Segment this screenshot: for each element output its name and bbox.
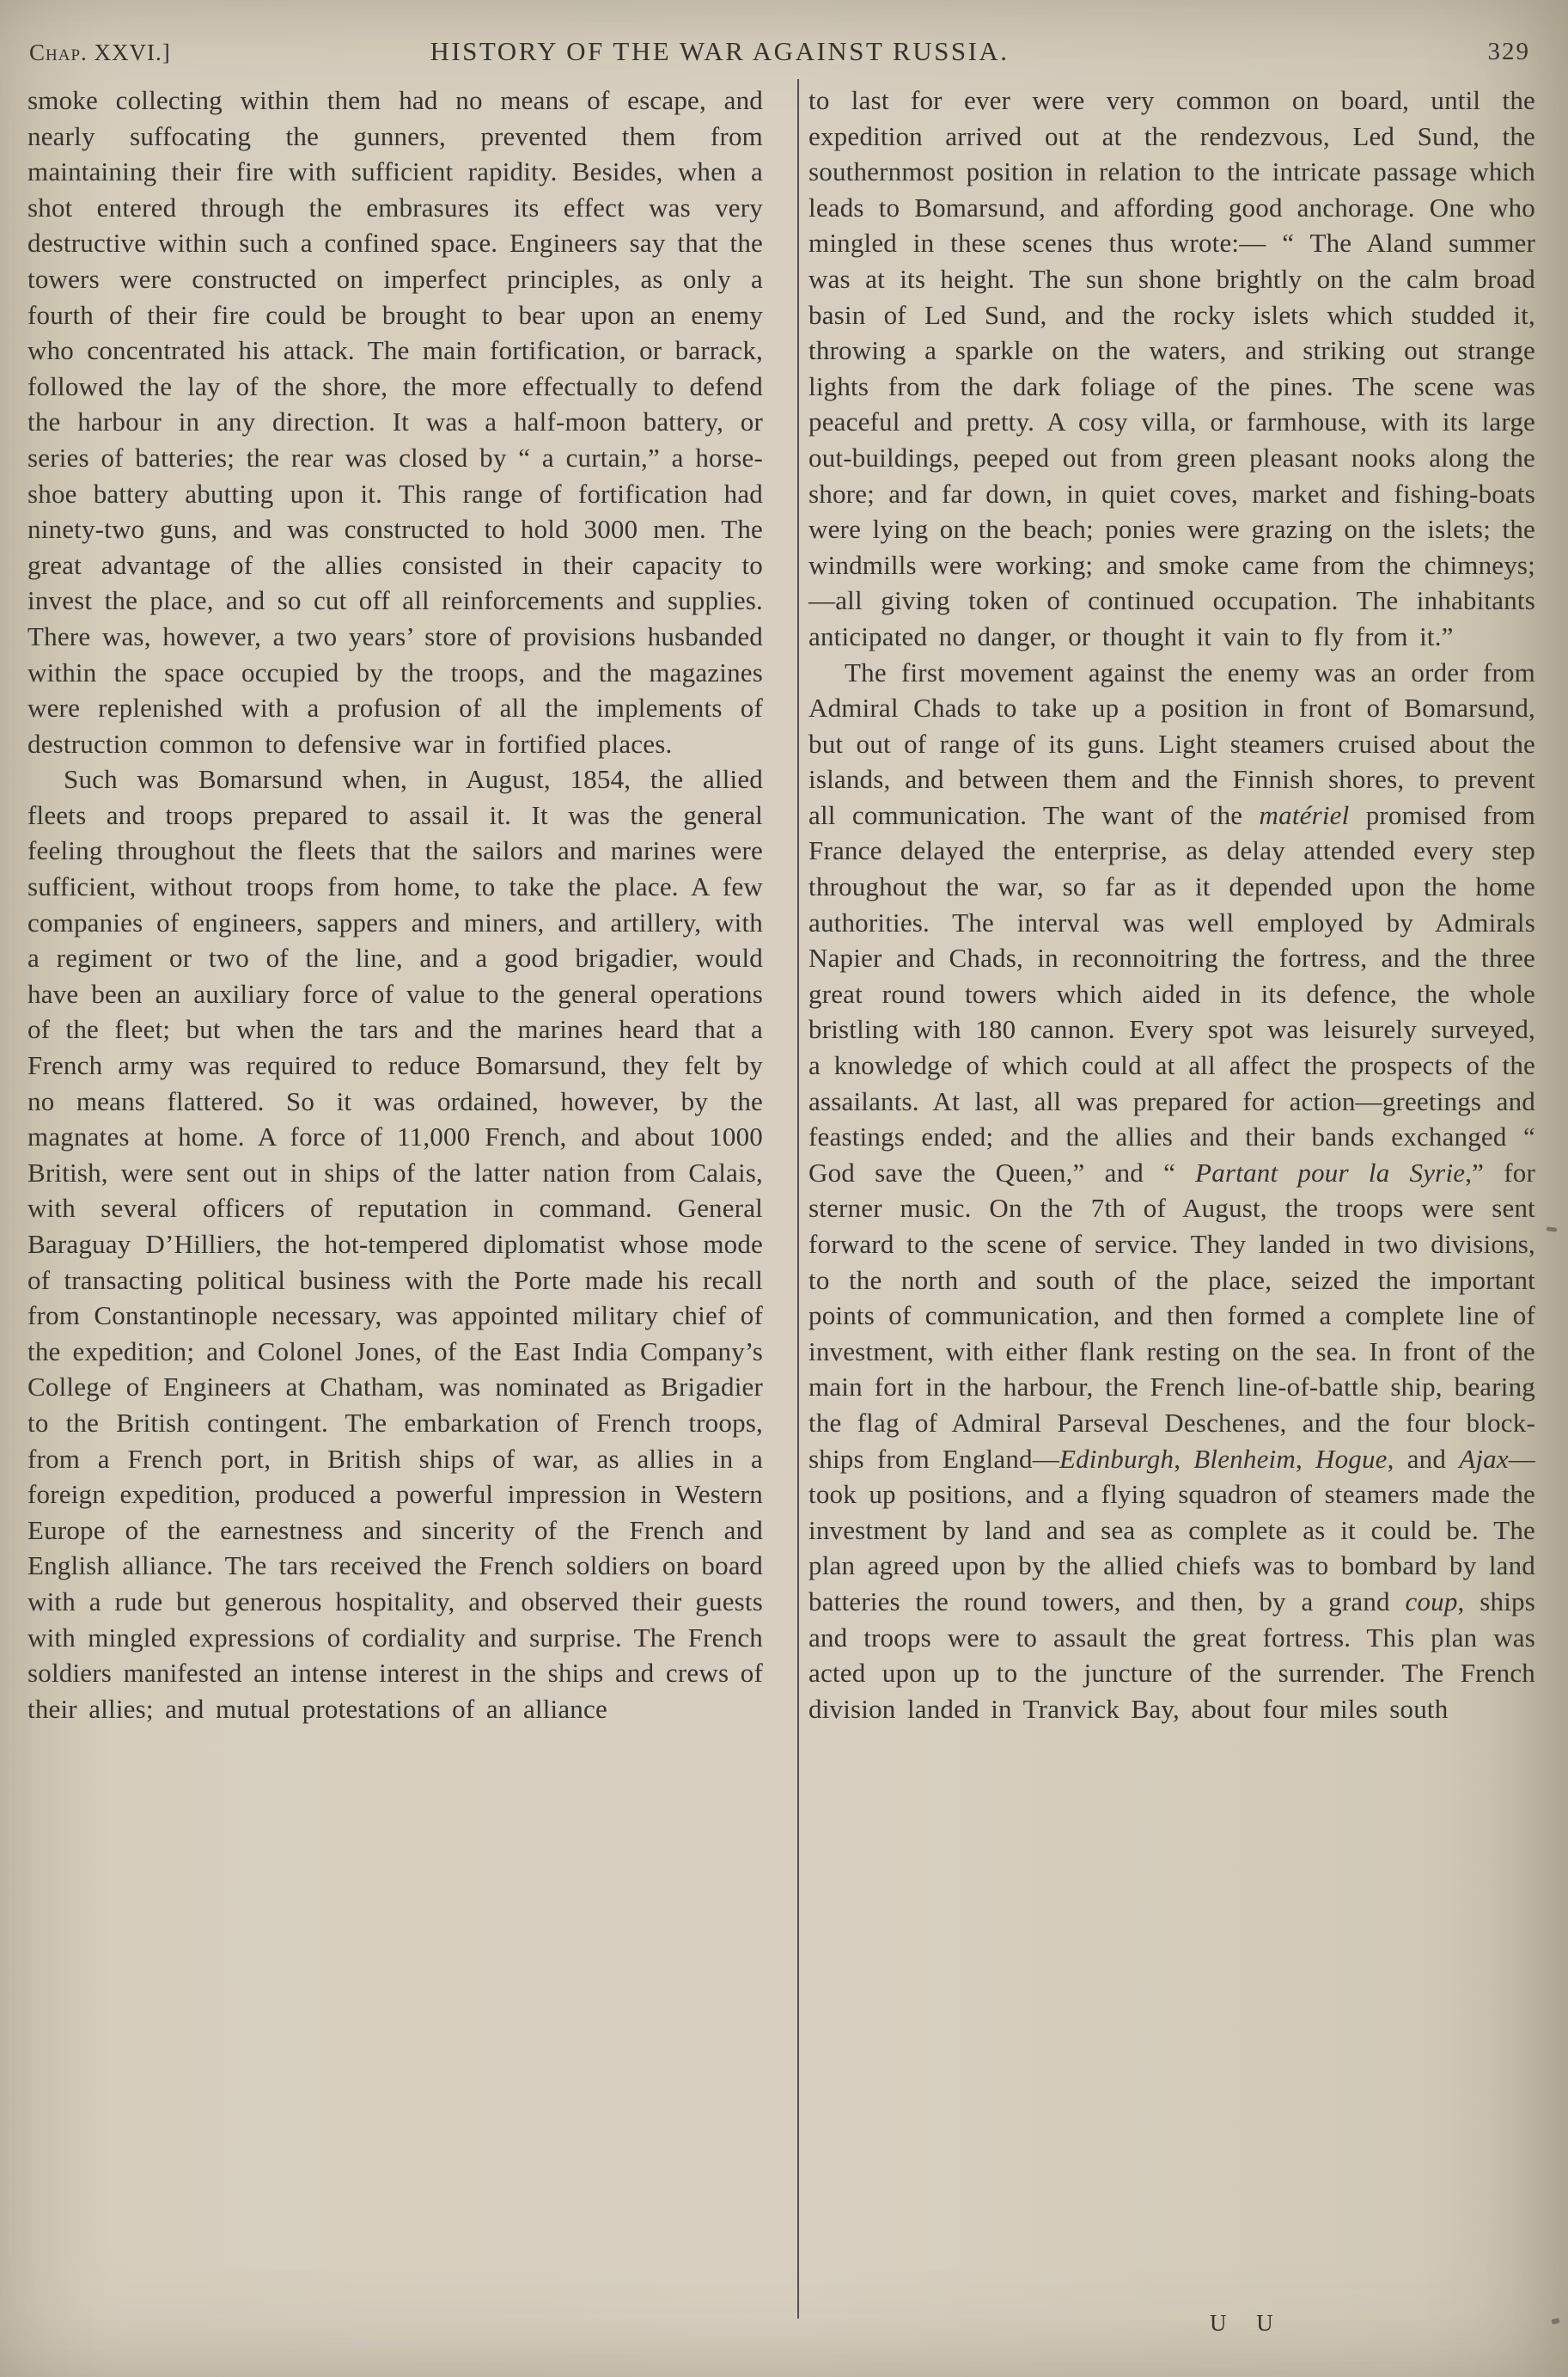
paragraph xyxy=(27,761,763,1726)
ink-blemish xyxy=(1551,2318,1559,2325)
ink-blemish xyxy=(1547,1226,1558,1232)
paragraph xyxy=(808,655,1535,1727)
body-text: The first movement against the enemy was an order from Admiral Chads to take up a position in front of Bomarsund, but out of range of its guns. Light steamers cruised about the islands, and between them and the Finnish shores, to prevent all communication. The want of the xyxy=(808,657,1535,830)
chapter-label: Chap. XXVI.] xyxy=(29,40,171,65)
body-text: , and xyxy=(1387,1443,1460,1474)
left-column xyxy=(27,82,763,1726)
text-block xyxy=(27,82,1535,2343)
italic-text: Hogue xyxy=(1315,1443,1388,1474)
italic-text: Blenheim xyxy=(1193,1443,1296,1474)
column-divider-rule xyxy=(797,79,799,2319)
italic-text: Edinburgh xyxy=(1059,1443,1174,1474)
italic-text: Ajax xyxy=(1459,1443,1509,1474)
right-column xyxy=(808,82,1535,1726)
italic-text: matériel xyxy=(1259,799,1350,830)
italic-text: coup xyxy=(1405,1586,1458,1616)
body-text: ,” for sterner music. On the 7th of August, the troops were sent forward to the scene of service. They landed in two divisions, to the north and south of the place, seized the important points of communication, and then formed a complete line of investment, with either flank resting on the sea. In front of the main fort in the harbour, the French line-of-battle ship, bearing the flag of Admiral Parseval Deschenes, and the four block-ships from England— xyxy=(808,1157,1535,1474)
body-text: smoke collecting within them had no means of escape, and nearly suffocating the gunners, prevented them from maintaining their fire with sufficient rapidity. Besides, when a shot entered through the embrasures its effect was very destructive within such a confined space. Engineers say that the towers were constructed on imperfect principles, as only a fourth of their fire could be brought to bear upon an enemy who concentrated his attack. The main fortification, or barrack, followed the lay of the shore, the more effectually to defend the harbour in any direction. It was a half-moon battery, or series of batteries; the rear was closed by “ a curtain,” a horse-shoe battery abutting upon it. This range of fortification had ninety-two guns, and was constructed to hold 3000 men. The great advantage of the allies consisted in their capacity to invest the place, and so cut off all reinforcements and supplies. There was, however, a two years’ store of provisions husbanded within the space occupied by the troops, and the magazines were replenished with a profusion of all the implements of destruction common to defensive war in fortified places. xyxy=(27,85,763,759)
body-text: , ships and troops were to assault the great fortress. This plan was acted upon up to the juncture of the surrender. The French division landed in Tranvick Bay, about four miles south xyxy=(808,1586,1535,1724)
body-text: Such was Bomarsund when, in August, 1854, the allied fleets and troops prepared to assail it. It was the general feeling throughout the fleets that the sailors and marines were sufficient, without troops from home, to take the place. A few companies of engineers, sappers and miners, and artillery, with a regiment or two of the line, and a good brigadier, would have been an auxiliary force of value to the general operations of the fleet; but when the tars and the marines heard that a French army was required to reduce Bomarsund, they felt by no means flattered. So it was ordained, however, by the magnates at home. A force of 11,000 French, and about 1000 British, were sent out in ships of the latter nation from Calais, with several officers of reputation in command. General Baraguay D’Hilliers, the hot-tempered diplomatist whose mode of transacting political business with the Porte made his recall from Constantinople necessary, was appointed military chief of the expedition; and Colonel Jones, of the East India Company’s College of Engineers at Chatham, was nominated as Brigadier to the British contingent. The embarkation of French troops, from a French port, in British ships of war, as allies in a foreign expedition, produced a powerful impression in Western Europe of the earnestness and sincerity of the French and English alliance. The tars received the French soldiers on board with a rude but generous hospitality, and observed their guests with mingled expressions of cordiality and surprise. The French soldiers manifested an intense interest in the ships and crews of their allies; and mutual protestations of an alliance xyxy=(27,764,763,1724)
italic-text: Partant pour la Syrie xyxy=(1195,1157,1466,1188)
paragraph xyxy=(808,82,1535,655)
signature-mark: U U xyxy=(1210,2310,1285,2336)
page-number: 329 xyxy=(1487,38,1530,65)
body-text: —took up positions, and a flying squadron of steamers made the investment by land and sea as complete as it could be. The plan agreed upon by the allied chiefs was to bombard by land batteries the round towers, and then, by a grand xyxy=(808,1443,1535,1616)
running-title: HISTORY OF THE WAR AGAINST RUSSIA. xyxy=(430,36,1010,66)
body-text: promised from France delayed the enterprise, as delay attended every step throughout the war, so far as it depended upon the home authorities. The interval was well employed by Admirals Napier and Chads, in reconnoitring the fortress, and the three great round towers which aided in its defence, the whole bristling with 180 cannon. Every spot was leisurely surveyed, a knowledge of which could at all affect the prospects of the assailants. At last, all was prepared for action—greetings and feastings ended; and the allies and their bands exchanged “ God save the Queen,” and “ xyxy=(808,799,1536,1188)
body-text: , xyxy=(1295,1443,1315,1474)
page-header xyxy=(29,34,1530,74)
body-text: , xyxy=(1174,1443,1194,1474)
paragraph xyxy=(27,82,763,761)
body-text: to last for ever were very common on board, until the expedition arrived out at the rendezvous, Led Sund, the southernmost position in relation to the intricate passage which leads to Bomarsund, and affording good anchorage. One who mingled in these scenes thus wrote:— “ The Aland summer was at its height. The sun shone brightly on the calm broad basin of Led Sund, and the rocky islets which studded it, throwing a sparkle on the waters, and striking out strange lights from the dark foliage of the pines. The scene was peaceful and pretty. A cosy villa, or farmhouse, with its large out-buildings, peeped out from green pleasant nooks along the shore; and far down, in quiet coves, market and fishing-boats were lying on the beach; ponies were grazing on the islets; the windmills were working; and smoke came from the chimneys;—all giving token of continued occupation. The inhabitants anticipated no danger, or thought it vain to fly from it.” xyxy=(808,85,1535,651)
